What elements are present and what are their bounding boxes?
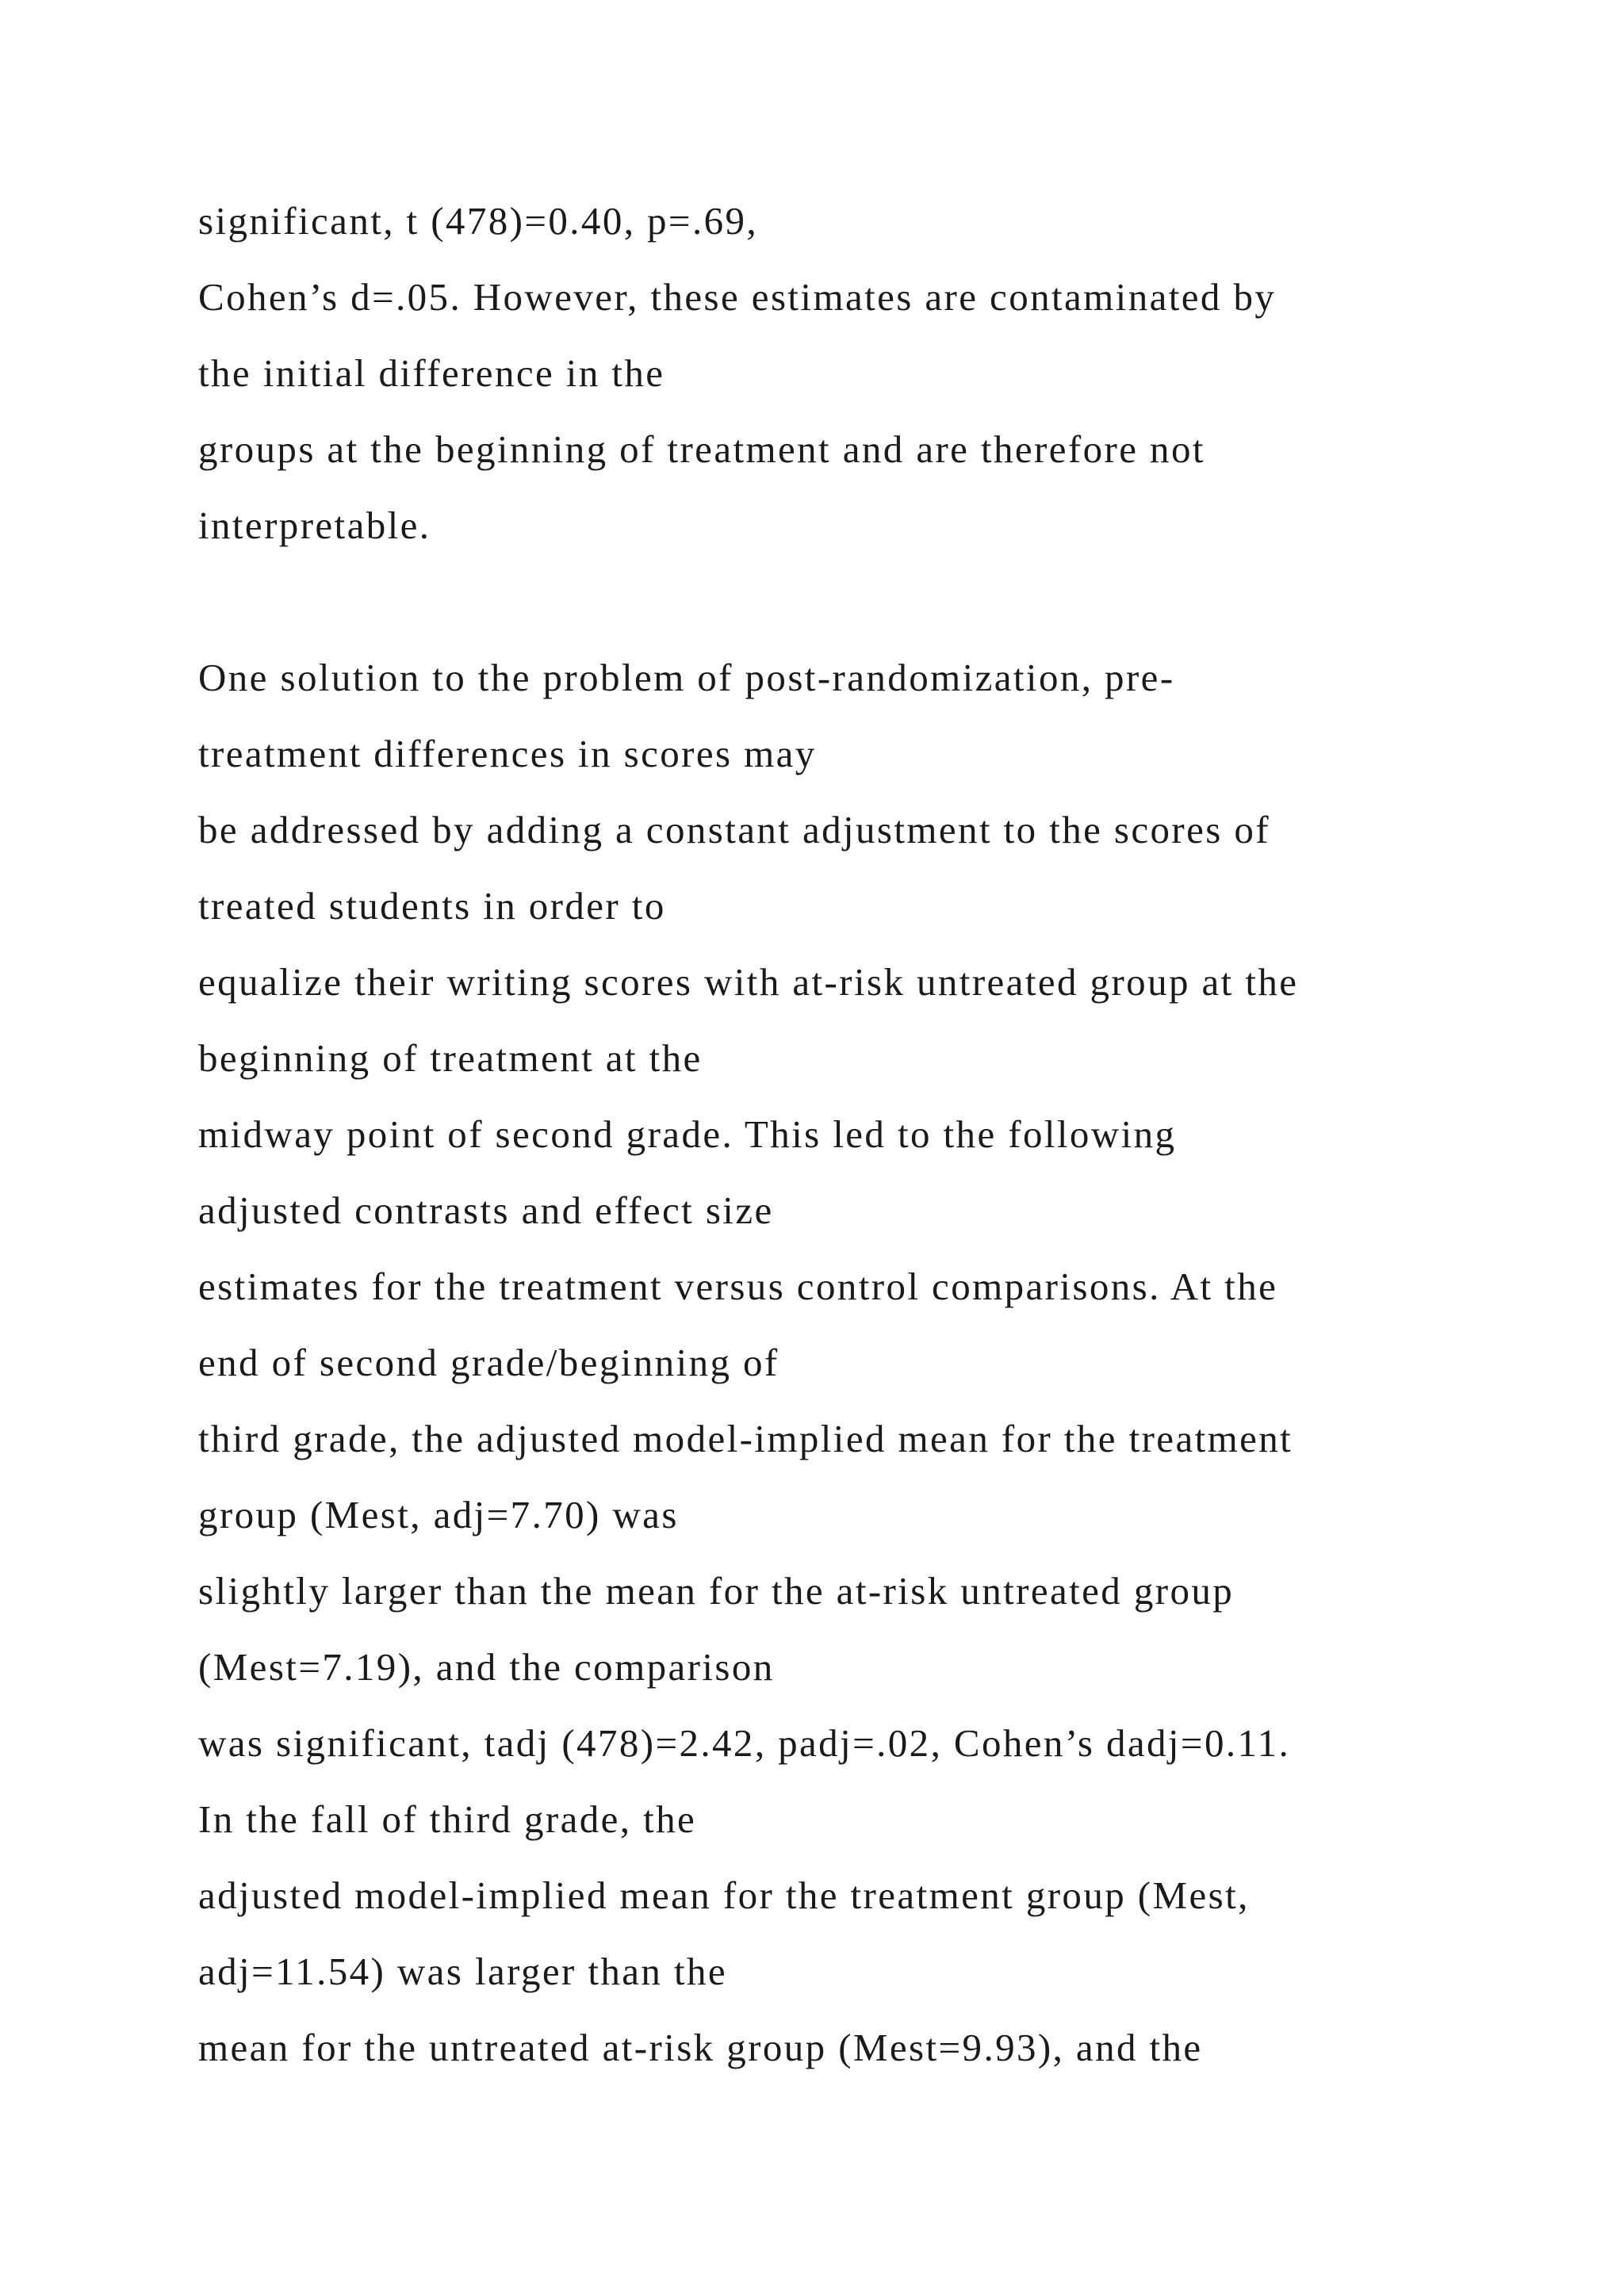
text-line: treatment differences in scores may bbox=[198, 732, 817, 775]
text-line: third grade, the adjusted model-implied mean for the treatment bbox=[198, 1417, 1293, 1460]
text-line: In the fall of third grade, the bbox=[198, 1797, 697, 1841]
text-line: adj=11.54) was larger than the bbox=[198, 1950, 728, 1993]
text-line: the initial difference in the bbox=[198, 351, 665, 395]
text-line: significant, t (478)=0.40, p=.69, bbox=[198, 199, 759, 243]
text-line: interpretable. bbox=[198, 503, 431, 547]
text-line: adjusted contrasts and effect size bbox=[198, 1188, 774, 1232]
text-line: group (Mest, adj=7.70) was bbox=[198, 1493, 679, 1536]
paragraph bbox=[198, 189, 1546, 569]
body-text bbox=[198, 189, 1546, 2091]
text-line: One solution to the problem of post-randomization, pre- bbox=[198, 656, 1175, 699]
paragraph-gap bbox=[198, 569, 1546, 645]
text-line: be addressed by adding a constant adjustment to the scores of bbox=[198, 808, 1271, 851]
text-line: adjusted model-implied mean for the treatment group (Mest, bbox=[198, 1873, 1250, 1917]
text-line: treated students in order to bbox=[198, 884, 666, 928]
text-line: beginning of treatment at the bbox=[198, 1036, 703, 1080]
text-line: mean for the untreated at-risk group (Mest=9.93), and the bbox=[198, 2026, 1203, 2069]
text-line: midway point of second grade. This led to the following bbox=[198, 1112, 1177, 1156]
text-line: end of second grade/beginning of bbox=[198, 1341, 779, 1384]
text-line: slightly larger than the mean for the at-risk untreated group bbox=[198, 1569, 1235, 1613]
paragraph bbox=[198, 645, 1546, 2091]
text-line: estimates for the treatment versus control comparisons. At the bbox=[198, 1265, 1278, 1308]
text-line: Cohen’s d=.05. However, these estimates are contaminated by bbox=[198, 275, 1277, 319]
text-line: (Mest=7.19), and the comparison bbox=[198, 1645, 775, 1689]
text-line: equalize their writing scores with at-risk untreated group at the bbox=[198, 960, 1299, 1004]
text-line: was significant, tadj (478)=2.42, padj=.02, Cohen’s dadj=0.11. bbox=[198, 1721, 1291, 1765]
text-line: groups at the beginning of treatment and are therefore not bbox=[198, 427, 1205, 471]
